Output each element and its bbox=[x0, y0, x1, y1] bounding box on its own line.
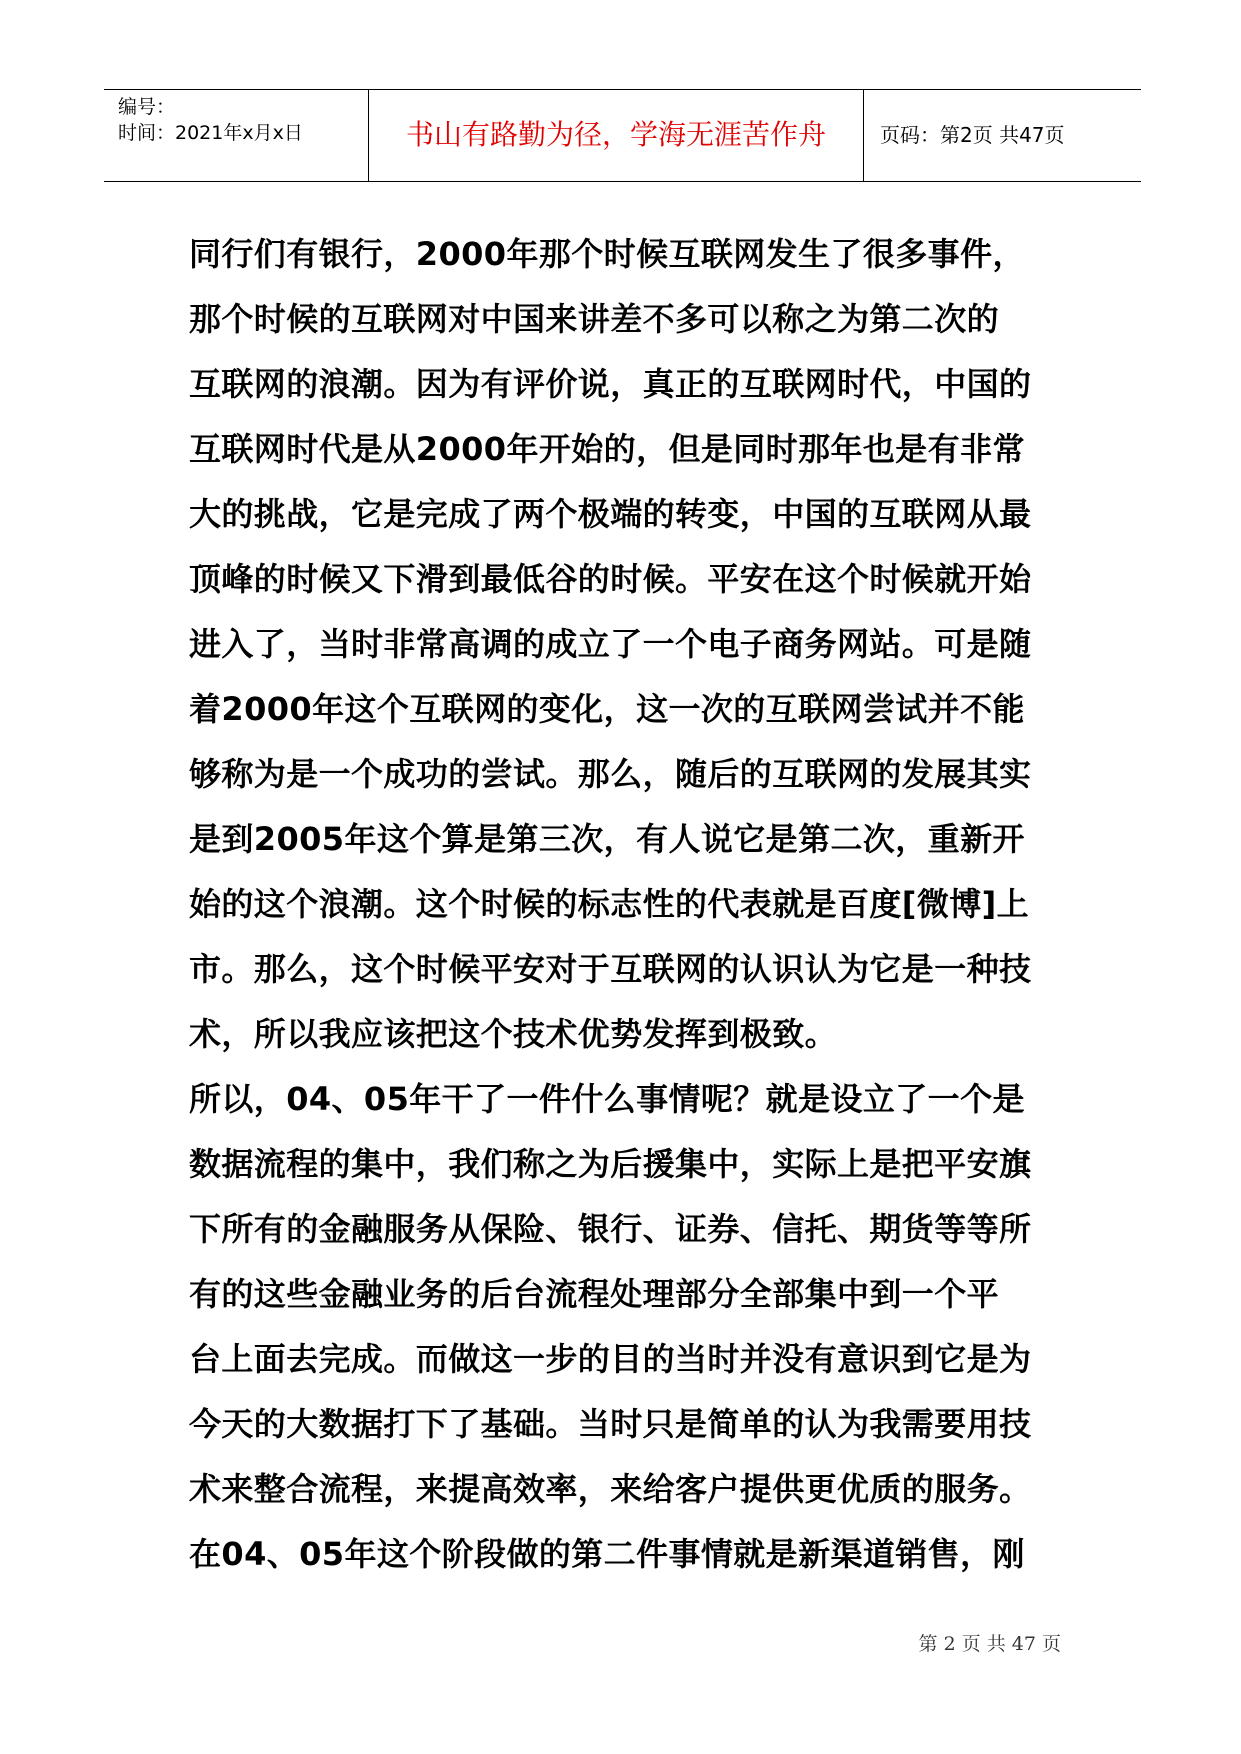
body-line: 互联网的浪潮。因为有评价说，真正的互联网时代，中国的 bbox=[189, 365, 1032, 403]
body-line: 着2000年这个互联网的变化，这一次的互联网尝试并不能 bbox=[189, 690, 1025, 728]
body-line: 互联网时代是从2000年开始的，但是同时那年也是有非常 bbox=[189, 430, 1025, 468]
header-motto: 书山有路勤为径，学海无涯苦作舟 bbox=[405, 118, 826, 151]
header-motto-cell bbox=[369, 90, 864, 181]
header-page-code: 页码：第2页 共47页 bbox=[880, 123, 1065, 147]
body-line: 在04、05年这个阶段做的第二件事情就是新渠道销售，刚 bbox=[189, 1535, 1025, 1573]
body-line: 大的挑战，它是完成了两个极端的转变，中国的互联网从最 bbox=[189, 495, 1032, 533]
page-footer-number: 第 2 页 共 47 页 bbox=[918, 1633, 1061, 1655]
body-line: 市。那么，这个时候平安对于互联网的认识认为它是一种技 bbox=[189, 950, 1032, 988]
body-line: 进入了，当时非常高调的成立了一个电子商务网站。可是随 bbox=[189, 625, 1032, 663]
body-line: 够称为是一个成功的尝试。那么，随后的互联网的发展其实 bbox=[189, 755, 1032, 793]
body-line: 顶峰的时候又下滑到最低谷的时候。平安在这个时候就开始 bbox=[189, 560, 1032, 598]
body-line: 同行们有银行，2000年那个时候互联网发生了很多事件， bbox=[189, 235, 1025, 273]
body-line: 台上面去完成。而做这一步的目的当时并没有意识到它是为 bbox=[189, 1340, 1032, 1378]
header-meta-cell bbox=[104, 90, 369, 181]
header-page-cell bbox=[864, 90, 1141, 181]
body-line: 术来整合流程，来提高效率，来给客户提供更优质的服务。 bbox=[189, 1470, 1032, 1508]
body-line: 是到2005年这个算是第三次，有人说它是第二次，重新开 bbox=[189, 820, 1025, 858]
body-line: 那个时候的互联网对中国来讲差不多可以称之为第二次的 bbox=[189, 300, 1000, 338]
document-body bbox=[189, 222, 1069, 1587]
body-line: 有的这些金融业务的后台流程处理部分全部集中到一个平 bbox=[189, 1275, 1000, 1313]
body-line: 术，所以我应该把这个技术优势发挥到极致。 bbox=[189, 1015, 838, 1053]
body-line: 数据流程的集中，我们称之为后援集中，实际上是把平安旗 bbox=[189, 1145, 1032, 1183]
page-header bbox=[104, 89, 1141, 182]
body-line: 今天的大数据打下了基础。当时只是简单的认为我需要用技 bbox=[189, 1405, 1032, 1443]
body-line: 始的这个浪潮。这个时候的标志性的代表就是百度[微博]上 bbox=[189, 885, 1030, 923]
doc-time-label: 时间：2021年x月x日 bbox=[118, 122, 303, 144]
body-line: 下所有的金融服务从保险、银行、证券、信托、期货等等所 bbox=[189, 1210, 1032, 1248]
doc-number-label: 编号： bbox=[118, 96, 176, 118]
body-line: 所以，04、05年干了一件什么事情呢？就是设立了一个是 bbox=[189, 1080, 1025, 1118]
